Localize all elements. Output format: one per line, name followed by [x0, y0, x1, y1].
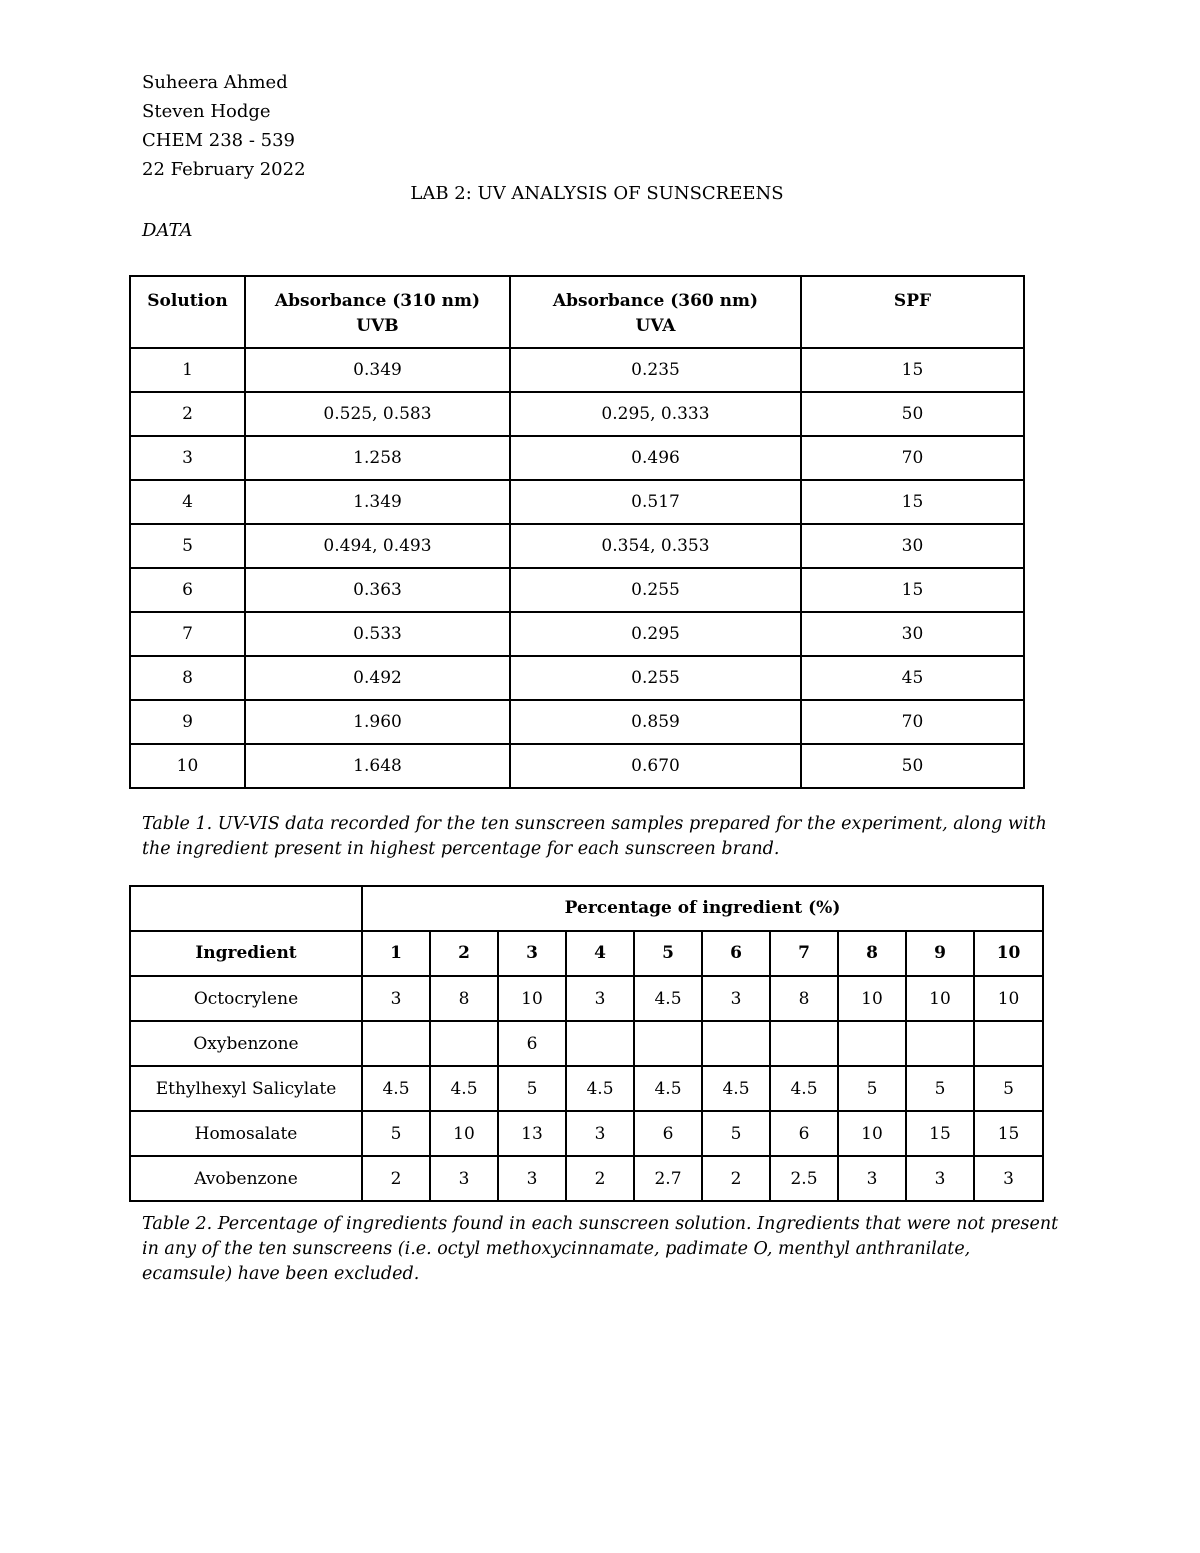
- author-name: Suheera Ahmed: [142, 72, 288, 93]
- uva-cell: 0.517: [510, 480, 801, 524]
- percentage-cell: 4.5: [634, 1066, 702, 1111]
- percentage-cell: 2.5: [770, 1156, 838, 1201]
- percentage-cell: 5: [702, 1111, 770, 1156]
- header-solution-8: 8: [838, 931, 906, 976]
- ingredients-table: [129, 885, 1044, 1202]
- uva-cell: 0.496: [510, 436, 801, 480]
- percentage-cell: 10: [906, 976, 974, 1021]
- ingredient-name-cell: Ethylhexyl Salicylate: [130, 1066, 362, 1111]
- uvb-cell: 0.363: [245, 568, 510, 612]
- report-date: 22 February 2022: [142, 159, 306, 180]
- percentage-cell: 10: [974, 976, 1043, 1021]
- percentage-cell: 4.5: [634, 976, 702, 1021]
- solution-cell: 4: [130, 480, 245, 524]
- percentage-cell: 4.5: [430, 1066, 498, 1111]
- table2-caption: Table 2. Percentage of ingredients found in each sunscreen solution. Ingredients that were not present in any of the ten sunscreens (i.e. octyl methoxycinnamate, padimate O, menthyl anthranilate, ecamsule) have been excluded.: [142, 1214, 1059, 1284]
- uva-cell: 0.670: [510, 744, 801, 788]
- uvb-cell: 1.960: [245, 700, 510, 744]
- uvb-cell: 0.533: [245, 612, 510, 656]
- table-row: [130, 744, 1024, 788]
- percentage-cell: 5: [974, 1066, 1043, 1111]
- header-solution-9: 9: [906, 931, 974, 976]
- percentage-cell: [634, 1021, 702, 1066]
- table-row: [130, 700, 1024, 744]
- percentage-cell: 15: [974, 1111, 1043, 1156]
- spf-cell: 50: [801, 744, 1024, 788]
- percentage-cell: 5: [362, 1111, 430, 1156]
- header-solution-3: 3: [498, 931, 566, 976]
- table-row: [130, 976, 1043, 1021]
- percentage-cell: 4.5: [702, 1066, 770, 1111]
- solution-cell: 8: [130, 656, 245, 700]
- table-row: [130, 568, 1024, 612]
- uvb-cell: 0.349: [245, 348, 510, 392]
- percentage-cell: 3: [702, 976, 770, 1021]
- lab-title: LAB 2: UV ANALYSIS OF SUNSCREENS: [410, 183, 784, 204]
- spf-cell: 50: [801, 392, 1024, 436]
- percentage-cell: 5: [906, 1066, 974, 1111]
- percentage-cell: 3: [362, 976, 430, 1021]
- percentage-cell: 13: [498, 1111, 566, 1156]
- spf-cell: 70: [801, 700, 1024, 744]
- uv-data-table: [129, 275, 1025, 789]
- percentage-cell: [566, 1021, 634, 1066]
- header-spf: SPF: [801, 276, 1024, 348]
- uva-cell: 0.235: [510, 348, 801, 392]
- table-row: [130, 348, 1024, 392]
- table-row: [130, 480, 1024, 524]
- percentage-cell: 5: [838, 1066, 906, 1111]
- table-group-header-row: [130, 886, 1043, 931]
- percentage-cell: [974, 1021, 1043, 1066]
- spf-cell: 15: [801, 348, 1024, 392]
- uvb-cell: 1.349: [245, 480, 510, 524]
- percentage-cell: 3: [566, 1111, 634, 1156]
- solution-cell: 7: [130, 612, 245, 656]
- ingredient-name-cell: Octocrylene: [130, 976, 362, 1021]
- spf-cell: 30: [801, 524, 1024, 568]
- table-row: [130, 612, 1024, 656]
- percentage-cell: 8: [770, 976, 838, 1021]
- table-column-header-row: [130, 931, 1043, 976]
- solution-cell: 9: [130, 700, 245, 744]
- table-row: [130, 1156, 1043, 1201]
- spf-cell: 45: [801, 656, 1024, 700]
- percentage-cell: [906, 1021, 974, 1066]
- table-row: [130, 392, 1024, 436]
- percentage-cell: [702, 1021, 770, 1066]
- percentage-cell: [362, 1021, 430, 1066]
- header-solution: Solution: [130, 276, 245, 348]
- table-row: [130, 656, 1024, 700]
- uva-cell: 0.295: [510, 612, 801, 656]
- percentage-cell: 5: [498, 1066, 566, 1111]
- uva-cell: 0.255: [510, 568, 801, 612]
- percentage-cell: 6: [770, 1111, 838, 1156]
- uvb-cell: 0.525, 0.583: [245, 392, 510, 436]
- percentage-cell: 3: [430, 1156, 498, 1201]
- spf-cell: 15: [801, 480, 1024, 524]
- uva-cell: 0.255: [510, 656, 801, 700]
- percentage-cell: [430, 1021, 498, 1066]
- percentage-cell: 8: [430, 976, 498, 1021]
- table-header-row: [130, 276, 1024, 348]
- percentage-cell: 4.5: [566, 1066, 634, 1111]
- percentage-cell: 10: [838, 976, 906, 1021]
- solution-cell: 6: [130, 568, 245, 612]
- ingredient-name-cell: Homosalate: [130, 1111, 362, 1156]
- header-solution-1: 1: [362, 931, 430, 976]
- solution-cell: 2: [130, 392, 245, 436]
- section-label: DATA: [142, 220, 193, 241]
- uva-cell: 0.295, 0.333: [510, 392, 801, 436]
- uva-cell: 0.859: [510, 700, 801, 744]
- percentage-cell: 4.5: [770, 1066, 838, 1111]
- uvb-cell: 1.648: [245, 744, 510, 788]
- header-solution-5: 5: [634, 931, 702, 976]
- solution-cell: 3: [130, 436, 245, 480]
- percentage-cell: 2: [566, 1156, 634, 1201]
- percentage-cell: 2: [702, 1156, 770, 1201]
- percentage-cell: [838, 1021, 906, 1066]
- course-code: CHEM 238 - 539: [142, 130, 295, 151]
- uvb-cell: 0.492: [245, 656, 510, 700]
- percentage-cell: 2: [362, 1156, 430, 1201]
- solution-cell: 1: [130, 348, 245, 392]
- percentage-cell: 4.5: [362, 1066, 430, 1111]
- percentage-cell: 15: [906, 1111, 974, 1156]
- header-ingredient: Ingredient: [130, 931, 362, 976]
- percentage-cell: [770, 1021, 838, 1066]
- percentage-cell: 3: [498, 1156, 566, 1201]
- table-row: [130, 524, 1024, 568]
- percentage-cell: 6: [634, 1111, 702, 1156]
- percentage-cell: 10: [838, 1111, 906, 1156]
- percentage-cell: 6: [498, 1021, 566, 1066]
- table-row: [130, 1111, 1043, 1156]
- percentage-cell: 3: [906, 1156, 974, 1201]
- ingredient-name-cell: Avobenzone: [130, 1156, 362, 1201]
- header-solution-10: 10: [974, 931, 1043, 976]
- uva-cell: 0.354, 0.353: [510, 524, 801, 568]
- percentage-cell: 3: [566, 976, 634, 1021]
- instructor-name: Steven Hodge: [142, 101, 271, 122]
- uvb-cell: 1.258: [245, 436, 510, 480]
- table-row: [130, 1021, 1043, 1066]
- ingredient-name-cell: Oxybenzone: [130, 1021, 362, 1066]
- table1-caption: Table 1. UV-VIS data recorded for the ten sunscreen samples prepared for the experiment, along with the ingredient present in highest percentage for each sunscreen brand.: [142, 814, 1047, 859]
- solution-cell: 5: [130, 524, 245, 568]
- header-solution-4: 4: [566, 931, 634, 976]
- percentage-cell: 3: [838, 1156, 906, 1201]
- header-solution-2: 2: [430, 931, 498, 976]
- table-row: [130, 436, 1024, 480]
- spf-cell: 15: [801, 568, 1024, 612]
- header-solution-6: 6: [702, 931, 770, 976]
- header-uva: Absorbance (360 nm) UVA: [510, 276, 801, 348]
- header-uvb: Absorbance (310 nm) UVB: [245, 276, 510, 348]
- empty-header-cell: [130, 886, 362, 931]
- percentage-cell: 10: [430, 1111, 498, 1156]
- solution-cell: 10: [130, 744, 245, 788]
- header-solution-7: 7: [770, 931, 838, 976]
- percentage-cell: 10: [498, 976, 566, 1021]
- uvb-cell: 0.494, 0.493: [245, 524, 510, 568]
- header-percentage: Percentage of ingredient (%): [362, 886, 1043, 931]
- spf-cell: 70: [801, 436, 1024, 480]
- percentage-cell: 2.7: [634, 1156, 702, 1201]
- percentage-cell: 3: [974, 1156, 1043, 1201]
- table-row: [130, 1066, 1043, 1111]
- spf-cell: 30: [801, 612, 1024, 656]
